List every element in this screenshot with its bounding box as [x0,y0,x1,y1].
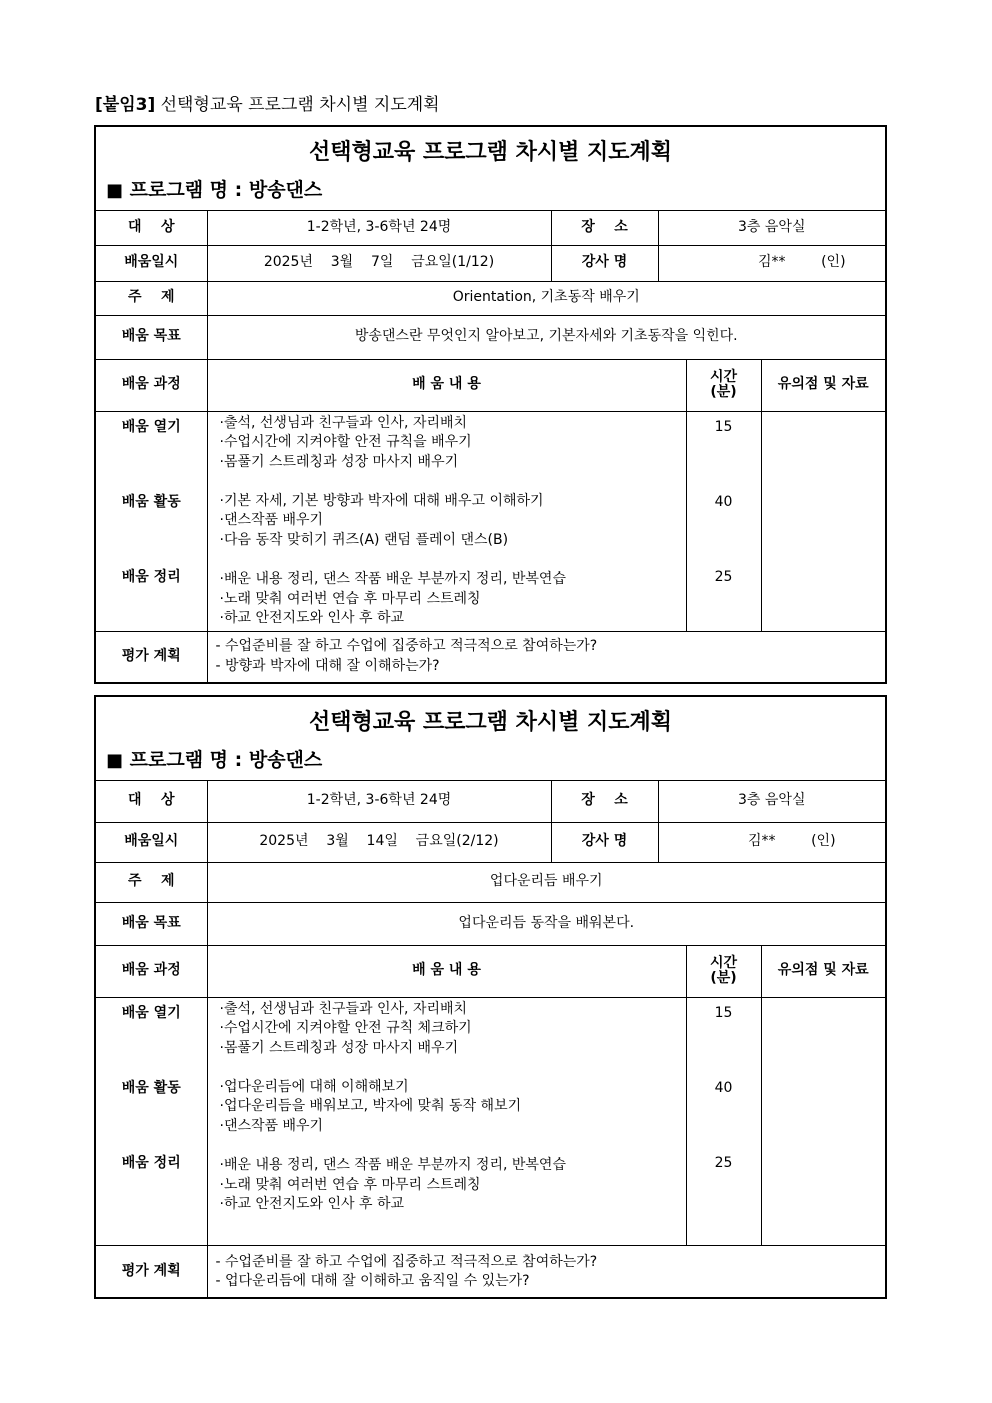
instructor-label: 강사 명 [551,245,658,281]
content-line [220,1058,686,1078]
instructor-value: 김** (인) [658,822,885,862]
content-line [220,551,686,571]
content-lines [207,411,686,631]
notes-header: 유의점 및 자료 [761,945,885,997]
step-label-opening: 배움 열기 [121,418,181,435]
topic-value: Orientation, 기초동작 배우기 [207,281,885,315]
plan-table [96,211,885,682]
datetime-value: 2025년 3월 7일 금요일(1/12) [207,245,551,281]
content-line: ·배운 내용 정리, 댄스 작품 배운 부분까지 정리, 반복연습 [219,571,566,588]
plan-title: 선택형교육 프로그램 차시별 지도계획 [308,710,672,735]
datetime-value: 2025년 3월 14일 금요일(2/12) [207,822,551,862]
content-line: ·업다운리듬에 대해 이해해보기 [219,1078,409,1095]
process-header: 배움 과정 [96,945,207,997]
content-line: ·다음 동작 맞히기 퀴즈(A) 랜덤 플레이 댄스(B) [219,532,509,549]
topic-label: 주 제 [96,281,207,315]
content-line: ·하교 안전지도와 인사 후 하교 [219,1196,405,1213]
place-label: 장 소 [551,781,658,822]
process-steps [96,411,207,631]
evaluation-value [207,1245,885,1299]
step-label-opening: 배움 열기 [121,1004,181,1021]
goal-value: 업다운리듬 동작을 배워본다. [207,902,885,945]
lesson-plan-2 [94,695,887,1299]
topic-value: 업다운리듬 배우기 [207,862,885,902]
time-value-closing: 25 [714,568,733,585]
datetime-label: 배움일시 [96,245,207,281]
goal-label: 배움 목표 [96,902,207,945]
content-header: 배 움 내 용 [207,945,686,997]
content-line: ·업다운리듬을 배워보고, 박자에 맞춰 동작 해보기 [219,1098,522,1115]
content-line: ·댄스작품 배우기 [219,512,324,529]
content-line: ·수업시간에 지켜야할 안전 규칙 체크하기 [219,1020,472,1037]
plan-table [96,781,885,1299]
content-header: 배 움 내 용 [207,359,686,411]
attachment-heading [95,90,440,115]
target-value: 1-2학년, 3-6학년 24명 [207,211,551,245]
program-name [106,175,322,202]
program-name-text: 프로그램 명 : 방송댄스 [129,179,323,201]
datetime-label: 배움일시 [96,822,207,862]
time-value-opening: 15 [714,1004,733,1021]
process-header: 배움 과정 [96,359,207,411]
content-line: ·출석, 선생님과 친구들과 인사, 자리배치 [219,414,468,431]
evaluation-line: - 수업준비를 잘 하고 수업에 집중하고 적극적으로 참여하는가? [215,1253,598,1270]
step-label-activity: 배움 활동 [121,1079,181,1096]
notes-header: 유의점 및 자료 [761,359,885,411]
topic-label: 주 제 [96,862,207,902]
content-line: ·하교 안전지도와 인사 후 하교 [219,610,405,627]
step-label-closing: 배움 정리 [121,568,181,585]
content-line: ·노래 맞춰 여러번 연습 후 마무리 스트레칭 [219,590,481,607]
target-value: 1-2학년, 3-6학년 24명 [207,781,551,822]
time-value-closing: 25 [714,1154,733,1171]
content-line [220,472,686,492]
notes-cell [761,411,885,631]
step-label-activity: 배움 활동 [121,493,181,510]
content-line: ·몸풀기 스트레칭과 성장 마사지 배우기 [219,1039,459,1056]
attachment-tag: [붙임3] [95,95,156,115]
evaluation-line: - 수업준비를 잘 하고 수업에 집중하고 적극적으로 참여하는가? [215,638,598,655]
notes-cell [761,997,885,1245]
time-header: 시간 (분) [686,945,761,997]
evaluation-label: 평가 계획 [96,631,207,682]
evaluation-label: 평가 계획 [96,1245,207,1299]
time-values [686,411,761,631]
attachment-title: 선택형교육 프로그램 차시별 지도계획 [160,95,440,115]
content-line: ·수업시간에 지켜야할 안전 규칙을 배우기 [219,434,472,451]
program-name-text: 프로그램 명 : 방송댄스 [129,749,323,771]
plan-title: 선택형교육 프로그램 차시별 지도계획 [308,140,672,165]
content-line: ·기본 자세, 기본 방향과 박자에 대해 배우고 이해하기 [219,492,544,509]
lesson-plan-1 [94,125,887,684]
program-name [106,745,322,772]
content-line: ·출석, 선생님과 친구들과 인사, 자리배치 [219,1000,468,1017]
time-value-activity: 40 [714,1079,733,1096]
place-value: 3층 음악실 [658,211,885,245]
evaluation-value [207,631,885,682]
content-line: ·노래 맞춰 여러번 연습 후 마무리 스트레칭 [219,1176,481,1193]
content-line: ·몸풀기 스트레칭과 성장 마사지 배우기 [219,453,459,470]
goal-label: 배움 목표 [96,315,207,359]
content-line: ·배운 내용 정리, 댄스 작품 배운 부분까지 정리, 반복연습 [219,1157,566,1174]
content-line: ·댄스작품 배우기 [219,1118,324,1135]
evaluation-line: - 방향과 박자에 대해 잘 이해하는가? [215,657,440,674]
content-line [220,1137,686,1157]
instructor-label: 강사 명 [551,822,658,862]
square-bullet-icon: ■ [106,750,124,771]
time-value-activity: 40 [714,493,733,510]
content-lines [207,997,686,1245]
time-header: 시간 (분) [686,359,761,411]
evaluation-line: - 업다운리듬에 대해 잘 이해하고 움직일 수 있는가? [215,1273,530,1290]
place-label: 장 소 [551,211,658,245]
target-label: 대 상 [96,781,207,822]
instructor-value: 김** (인) [658,245,885,281]
time-values [686,997,761,1245]
time-value-opening: 15 [714,418,733,435]
goal-value: 방송댄스란 무엇인지 알아보고, 기본자세와 기초동작을 익힌다. [207,315,885,359]
place-value: 3층 음악실 [658,781,885,822]
process-steps [96,997,207,1245]
square-bullet-icon: ■ [106,180,124,201]
target-label: 대 상 [96,211,207,245]
step-label-closing: 배움 정리 [121,1154,181,1171]
